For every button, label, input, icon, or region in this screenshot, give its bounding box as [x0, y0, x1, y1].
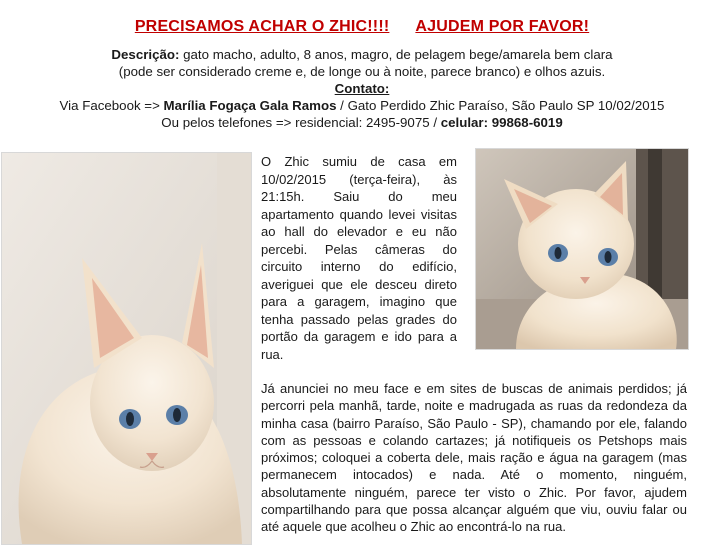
title-left: PRECISAMOS ACHAR O ZHIC!!!! [134, 18, 390, 35]
description-label: Descrição: [111, 47, 180, 62]
facebook-prefix: Via Facebook => [59, 98, 164, 113]
cat-illustration-left [2, 153, 251, 544]
contact-label: Contato: [334, 81, 390, 96]
description-line-1 [0, 46, 724, 63]
description-text-1: gato macho, adulto, 8 anos, magro, de pelagem bege/amarela bem clara [179, 47, 613, 62]
story-paragraph-2: Já anunciei no meu face e em sites de buscas de animais perdidos; já percorri pela manhã, tarde, noite e madrugada as ruas da redondeza da minha casa (bairro Paraíso, São Paulo - SP), chamando por ele, falando com as pessoas e colando cartazes; já notifiqueis os Petshops mais próximos; coloquei a coberta dele, mais ração e água na garagem (mas permanecem intocados) e nada. Até o momento, ninguém, absolutamente ninguém, parece ter visto o Zhic. Por favor, ajudem compartilhando para que possa alcançar alguém que viu, ouviu falar ou até aquele que acolheu o Zhic ao encontrá-lo na rua. [261, 381, 687, 535]
cat-photo-left [1, 152, 252, 545]
phone-line [0, 114, 724, 131]
poster-title [0, 18, 724, 36]
info-block [0, 46, 724, 131]
facebook-name: Marília Fogaça Gala Ramos [163, 98, 337, 113]
facebook-suffix: / Gato Perdido Zhic Paraíso, São Paulo SP 10/02/2015 [336, 98, 665, 113]
cat-photo-right [475, 148, 689, 350]
facebook-line [0, 97, 724, 114]
phone-text: Ou pelos telefones => residencial: 2495-9075 / [161, 115, 441, 130]
description-line-2: (pode ser considerado creme e, de longe ou à noite, parece branco) e olhos azuis. [118, 64, 606, 79]
cat-illustration-right [476, 149, 688, 349]
story-paragraph-1: O Zhic sumiu de casa em 10/02/2015 (terça-feira), às 21:15h. Saiu do meu apartamento quando levei visitas ao hall do elevador e eu não percebi. Pelas câmeras do circuito interno do edifício, averiguei que ele desceu direto para a garagem, imagino que tenha passado pelas grades do portão da garagem e ido para a rua. [261, 154, 457, 362]
title-right: AJUDEM POR FAVOR! [415, 18, 590, 35]
mobile-number: 99868-6019 [488, 115, 563, 130]
mobile-label: celular: [440, 115, 489, 130]
